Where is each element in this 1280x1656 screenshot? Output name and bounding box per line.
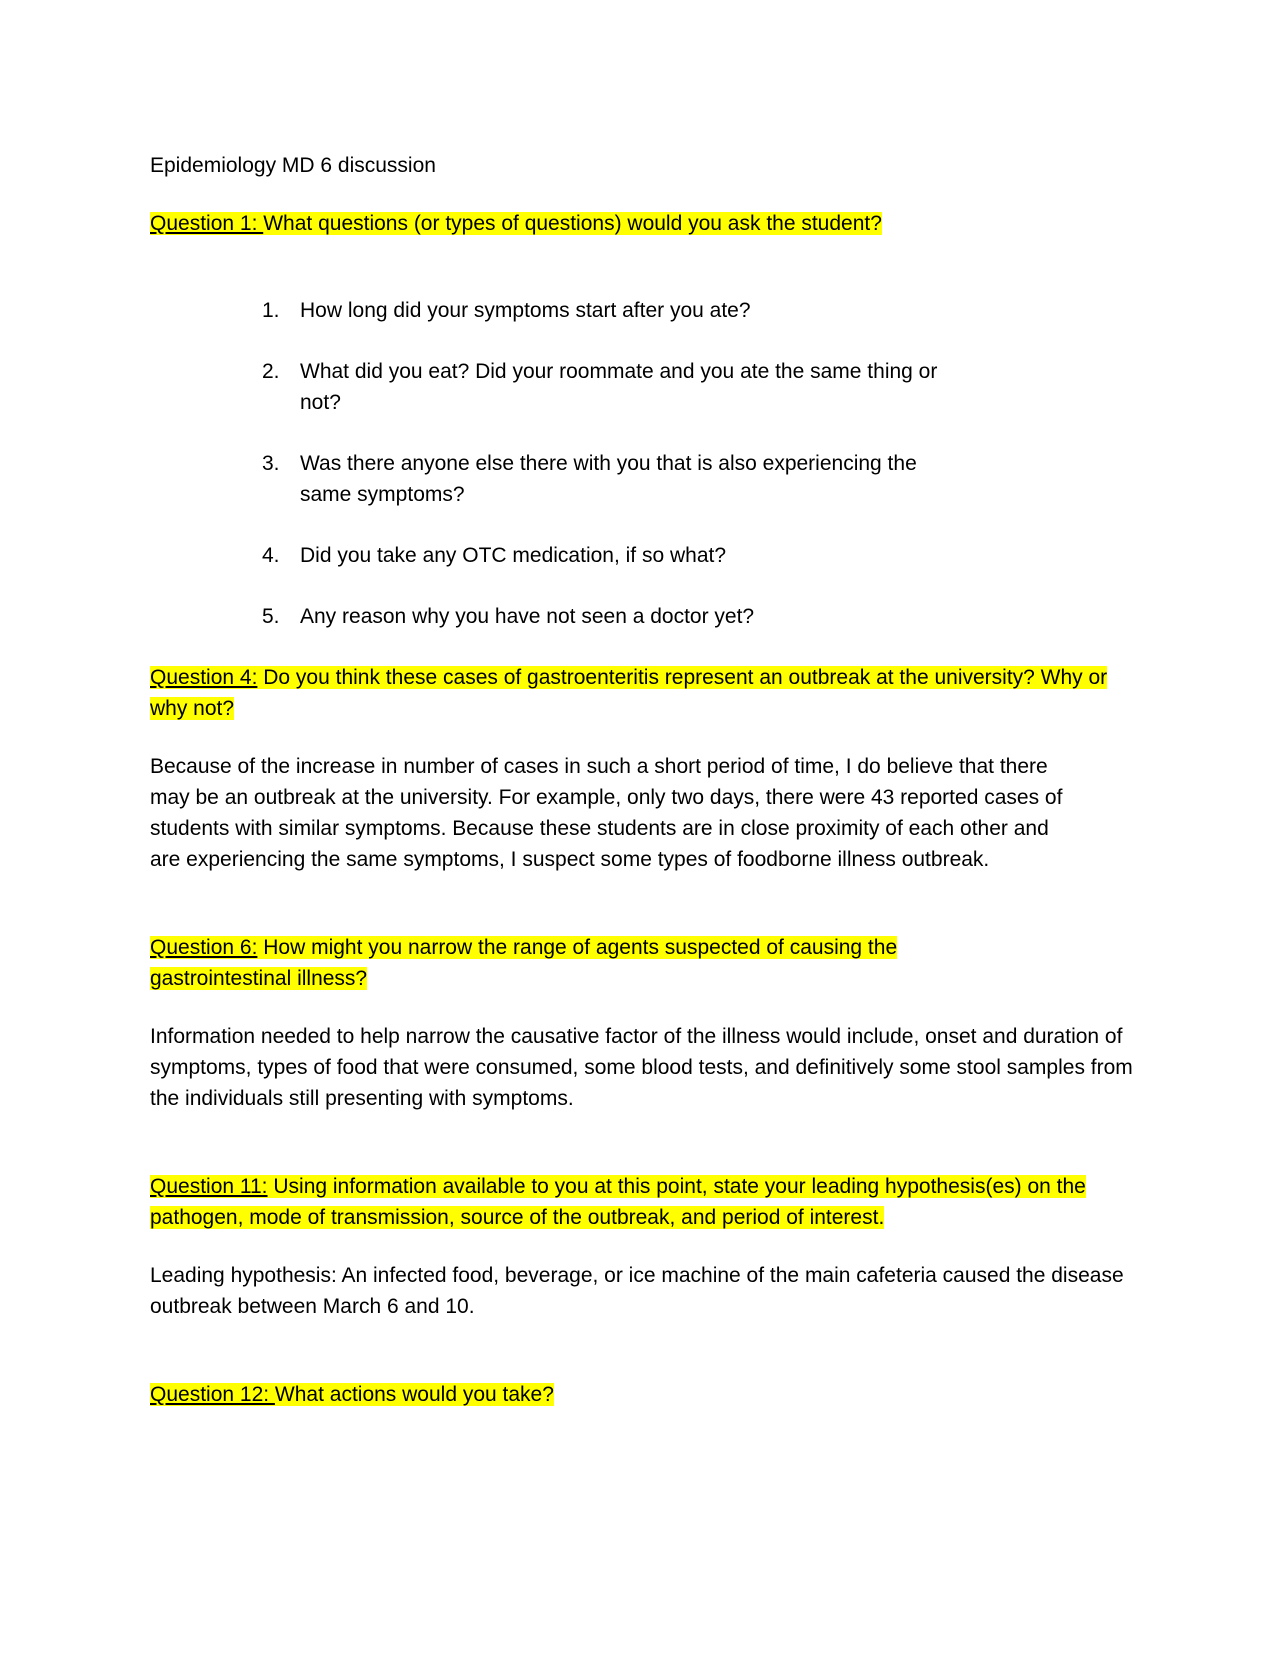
list-item-text: How long did your symptoms start after you ate? <box>300 299 751 322</box>
question-1-heading <box>150 208 970 239</box>
list-item <box>262 295 982 326</box>
question-6-text: How might you narrow the range of agents suspected of causing the gastrointestinal illness? <box>150 936 898 990</box>
question-11-heading <box>150 1171 1130 1233</box>
question-11-label: Question 11: <box>150 1175 268 1198</box>
list-item <box>262 601 982 632</box>
question-12-highlight <box>150 1383 554 1406</box>
list-item-text: What did you eat? Did your roommate and you ate the same thing or not? <box>300 360 938 414</box>
question-4-highlight <box>150 666 1107 720</box>
list-item-text: Did you take any OTC medication, if so what? <box>300 544 727 567</box>
question-4-label: Question 4: <box>150 666 258 689</box>
question-6-answer: Information needed to help narrow the causative factor of the illness would include, onset and duration of symptoms, types of food that were consumed, some blood tests, and definitively some stool samples from the individuals still presenting with symptoms. <box>150 1025 1133 1110</box>
question-1-text: What questions (or types of questions) would you ask the student? <box>263 212 882 235</box>
list-item-text: Any reason why you have not seen a doctor yet? <box>300 605 755 628</box>
list-item-number: 3. <box>262 452 280 475</box>
question-11-answer: Leading hypothesis: An infected food, beverage, or ice machine of the main cafeteria caused the disease outbreak between March 6 and 10. <box>150 1264 1124 1318</box>
list-item-number: 4. <box>262 544 280 567</box>
question-4-heading <box>150 662 1130 724</box>
document-title: Epidemiology MD 6 discussion <box>150 154 436 177</box>
question-6-label: Question 6: <box>150 936 258 959</box>
question-1-highlight <box>150 212 882 235</box>
question-1-list <box>262 295 982 632</box>
list-item-text: Was there anyone else there with you that is also experiencing the same symptoms? <box>300 452 917 506</box>
question-11-text: Using information available to you at this point, state your leading hypothesis(es) on the pathogen, mode of transmission, source of the outbreak, and period of interest. <box>150 1175 1086 1229</box>
list-item-number: 5. <box>262 605 280 628</box>
question-12-label: Question 12: <box>150 1383 275 1406</box>
document-page <box>150 150 1140 1410</box>
list-item <box>262 448 940 510</box>
question-12-text: What actions would you take? <box>274 1383 554 1406</box>
question-1-label: Question 1: <box>150 212 264 235</box>
question-12-heading <box>150 1379 1130 1410</box>
list-item <box>262 356 982 418</box>
question-6-heading <box>150 932 980 994</box>
question-6-highlight <box>150 936 897 990</box>
list-item-number: 1. <box>262 299 280 322</box>
question-4-answer: Because of the increase in number of cases in such a short period of time, I do believe that there may be an outbreak at the university. For example, only two days, there were 43 reported cases of students with similar symptoms. Because these students are in close proximity of each other and are experiencing the same symptoms, I suspect some types of foodborne illness outbreak. <box>150 755 1063 871</box>
list-item-number: 2. <box>262 360 280 383</box>
question-11-highlight <box>150 1175 1086 1229</box>
question-4-text: Do you think these cases of gastroenteritis represent an outbreak at the university? Why or why not? <box>150 666 1108 720</box>
list-item <box>262 540 982 571</box>
